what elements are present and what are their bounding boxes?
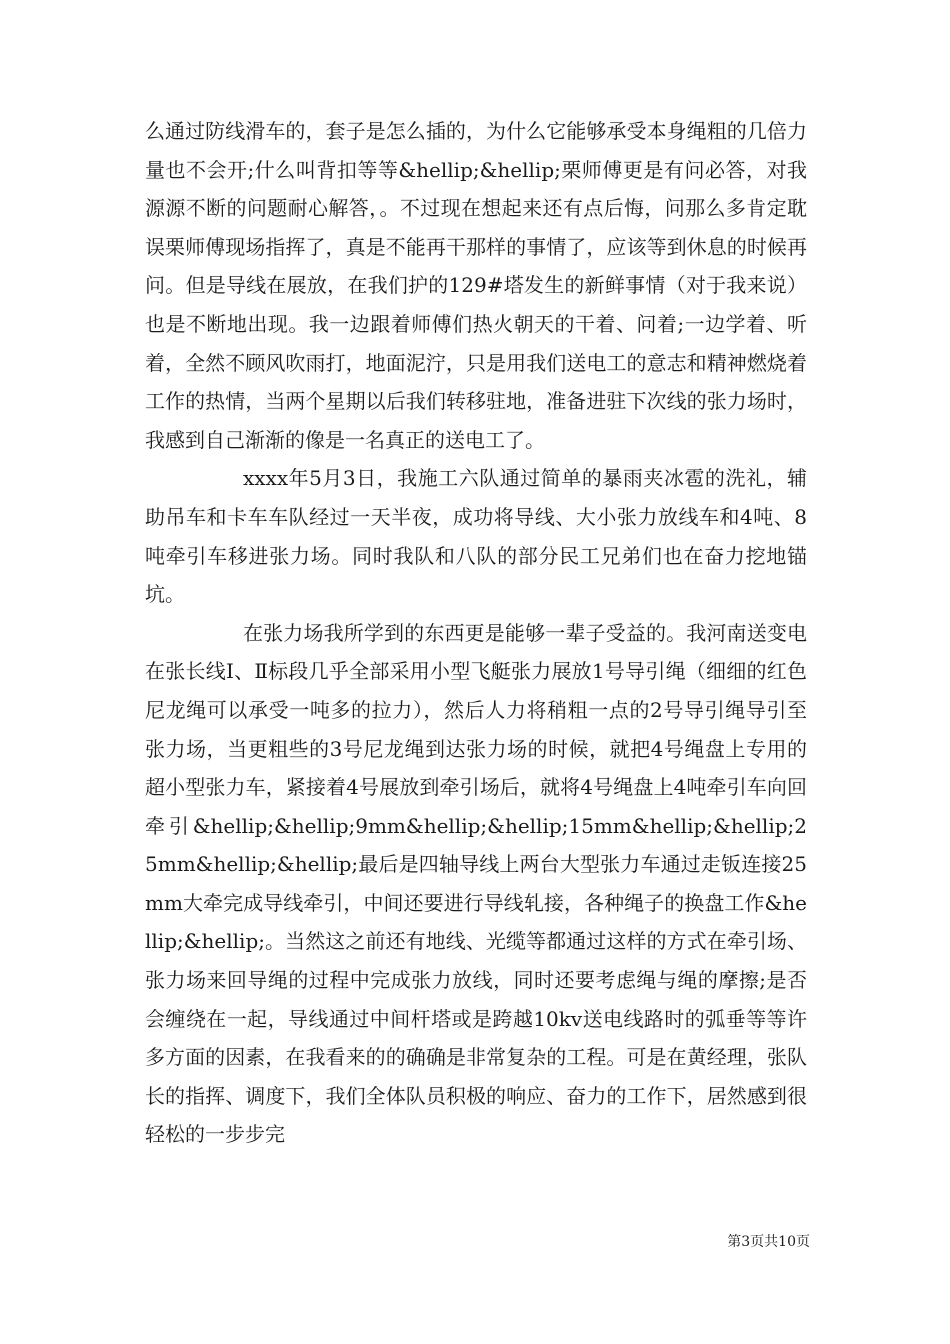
paragraph-1: 么通过防线滑车的，套子是怎么插的，为什么它能够承受本身绳粗的几倍力量也不会开;什么叫背扣等等&hellip;&hellip;栗师傅更是有问必答，对我源源不断的问题耐心解答，。不过现在想起来还有点后悔，问那么多肯定耽误栗师傅现场指挥了，真是不能再干那样的事情了，应该等到休息的时候再问。但是导线在展放，在我们护的129#塔发生的新鲜事情（对于我来说）也是不断地出现。我一边跟着师傅们热火朝天的干着、问着;一边学着、听着，全然不顾风吹雨打，地面泥泞，只是用我们送电工的意志和精神燃烧着工作的热情，当两个星期以后我们转移驻地，准备进驻下次线的张力场时，我感到自己渐渐的像是一名真正的送电工了。 — [145, 119, 807, 452]
page-number-footer: 第3页共10页 — [727, 1234, 810, 1250]
paragraph-2: xxxx年5月3日，我施工六队通过简单的暴雨夹冰雹的洗礼，辅助吊车和卡车车队经过一天半夜，成功将导线、大小张力放线车和4吨、8吨牵引车移进张力场。同时我队和八队的部分民工兄弟们也在奋力挖地锚坑。 — [145, 466, 807, 607]
paragraph-3: 在张力场我所学到的东西更是能够一辈子受益的。我河南送变电在张长线Ⅰ、Ⅱ标段几乎全部采用小型飞艇张力展放1号导引绳（细细的红色尼龙绳可以承受一吨多的拉力），然后人力将稍粗一点的2号导引绳导引至张力场，当更粗些的3号尼龙绳到达张力场的时候，就把4号绳盘上专用的超小型张力车，紧接着4号展放到牵引场后，就将4号绳盘上4吨牵引车向回牵引&hellip;&hellip;9mm&hellip;&hellip;15mm&hellip;&hellip;25mm&hellip;&hellip;最后是四轴导线上两台大型张力车通过走钣连接25mm大牵完成导线牵引，中间还要进行导线轧接，各种绳子的换盘工作&hellip;&hellip;。当然这之前还有地线、光缆等都通过这样的方式在牵引场、张力场来回导绳的过程中完成张力放线，同时还要考虑绳与绳的摩擦;是否会缠绕在一起，导线通过中间杆塔或是跨越10kv送电线路时的弧垂等等许多方面的因素，在我看来的的确确是非常复杂的工程。可是在黄经理，张队长的指挥、调度下，我们全体队员积极的响应、奋力的工作下，居然感到很轻松的一步步完 — [145, 620, 807, 1147]
document-page — [145, 112, 807, 1154]
